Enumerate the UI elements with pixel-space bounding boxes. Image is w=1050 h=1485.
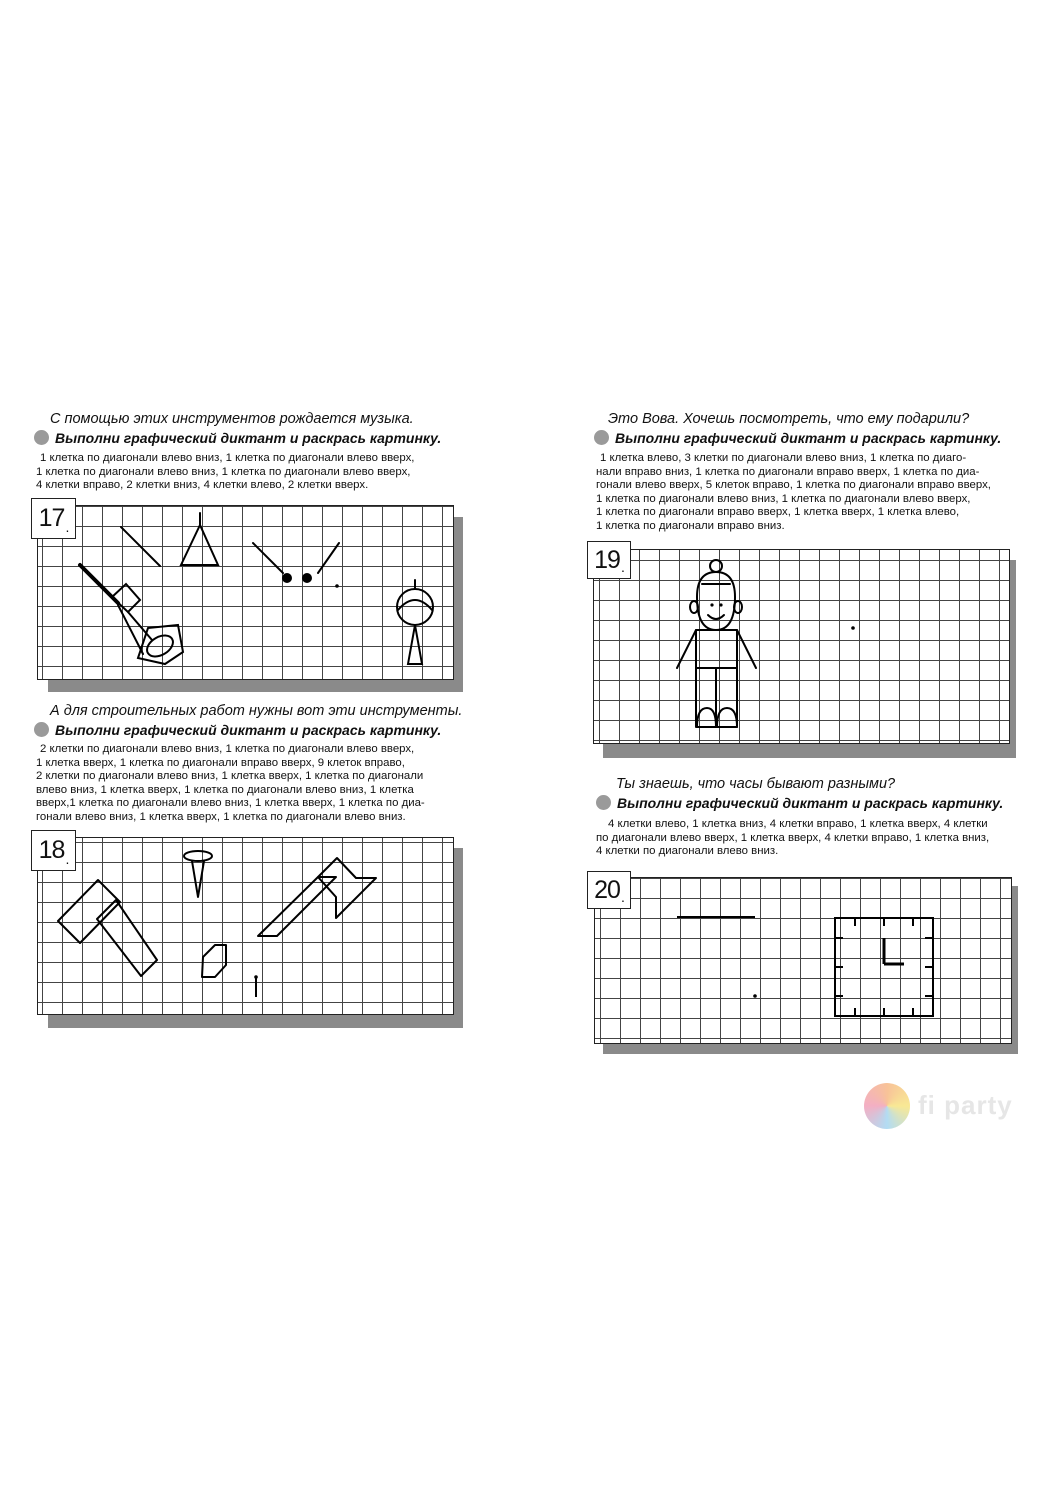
ex20-task: Выполни графический диктант и раскрась картинку. [617,795,1004,811]
ex17-task: Выполни графический диктант и раскрась картинку. [55,430,442,446]
watermark-text: fi party [918,1090,1013,1120]
instruction-line: 1 клетка по диагонали влево вниз, 1 клетка по диагонали влево вверх, [36,465,411,478]
instruction-line: влево вниз, 1 клетка вверх, 1 клетка по диагонали влево вниз, 1 клетка [36,783,414,796]
instruction-line: гонали влево вверх, 5 клеток вправо, 1 клетка по диагонали вправо вверх, [596,479,991,492]
ex18-task: Выполни графический диктант и раскрась картинку. [55,722,442,738]
instruction-line: 1 клетка по диагонали вправо вниз. [596,519,785,532]
instruction-line: 2 клетки по диагонали влево вниз, 1 клетка по диагонали влево вверх, [40,743,415,755]
instruction-line: 1 клетка по диагонали вправо вверх, 1 клетка вверх, 1 клетка влево, [596,506,960,519]
instruction-line: вверх,1 клетка по диагонали влево вниз, 1 клетка вверх, 1 клетка по диа- [36,797,425,810]
instruction-line: гонали влево вниз, 1 клетка вверх, 1 клетка по диагонали влево вниз. [36,810,406,823]
instruction-line: 4 клетки влево, 1 клетка вниз, 4 клетки вправо, 1 клетка вверх, 4 клетки [608,818,988,830]
instruction-line: 1 клетка вверх, 1 клетка по диагонали вправо вверх, 9 клеток вправо, [36,756,405,769]
ex19-number: 19 [594,545,620,574]
ex19-intro: Это Вова. Хочешь посмотреть, что ему подарили? [608,411,970,427]
instruction-line: 4 клетки вправо, 2 клетки вниз, 4 клетки влево, 2 клетки вверх. [36,479,369,492]
instruction-line: 1 клетка по диагонали влево вниз, 1 клетка по диагонали влево вверх, [596,492,971,505]
ex20-number: 20 [594,875,620,904]
number-dot: . [65,519,69,535]
ex18-intro: А для строительных работ нужны вот эти инструменты. [50,703,463,719]
number-dot: . [620,889,624,905]
watermark-logo-icon [864,1083,910,1129]
ex18-number: 18 [38,836,65,864]
instruction-line: 1 клетка по диагонали влево вниз, 1 клетка по диагонали влево вверх, [40,452,415,464]
ex17-intro: С помощью этих инструментов рождается музыка. [50,411,414,427]
number-dot: . [65,851,69,867]
ex19-task: Выполни графический диктант и раскрась картинку. [615,430,1002,446]
instruction-line: 4 клетки по диагонали влево вниз. [596,845,779,858]
instruction-line: 1 клетка влево, 3 клетки по диагонали влево вниз, 1 клетка по диаго- [600,452,967,464]
ex17-number: 17 [38,504,65,532]
ex20-intro: Ты знаешь, что часы бывают разными? [616,776,896,792]
instruction-line: 2 клетки по диагонали влево вниз, 1 клетка вверх, 1 клетка по диагонали [36,770,424,783]
instruction-line: нали вправо вниз, 1 клетка по диагонали вправо вверх, 1 клетка по диа- [596,465,980,478]
number-dot: . [620,559,624,575]
clock-frame [835,918,933,1016]
instruction-line: по диагонали влево вверх, 1 клетка вверх, 4 клетки вправо, 1 клетка вниз, [596,831,990,844]
start-dot [753,994,757,998]
